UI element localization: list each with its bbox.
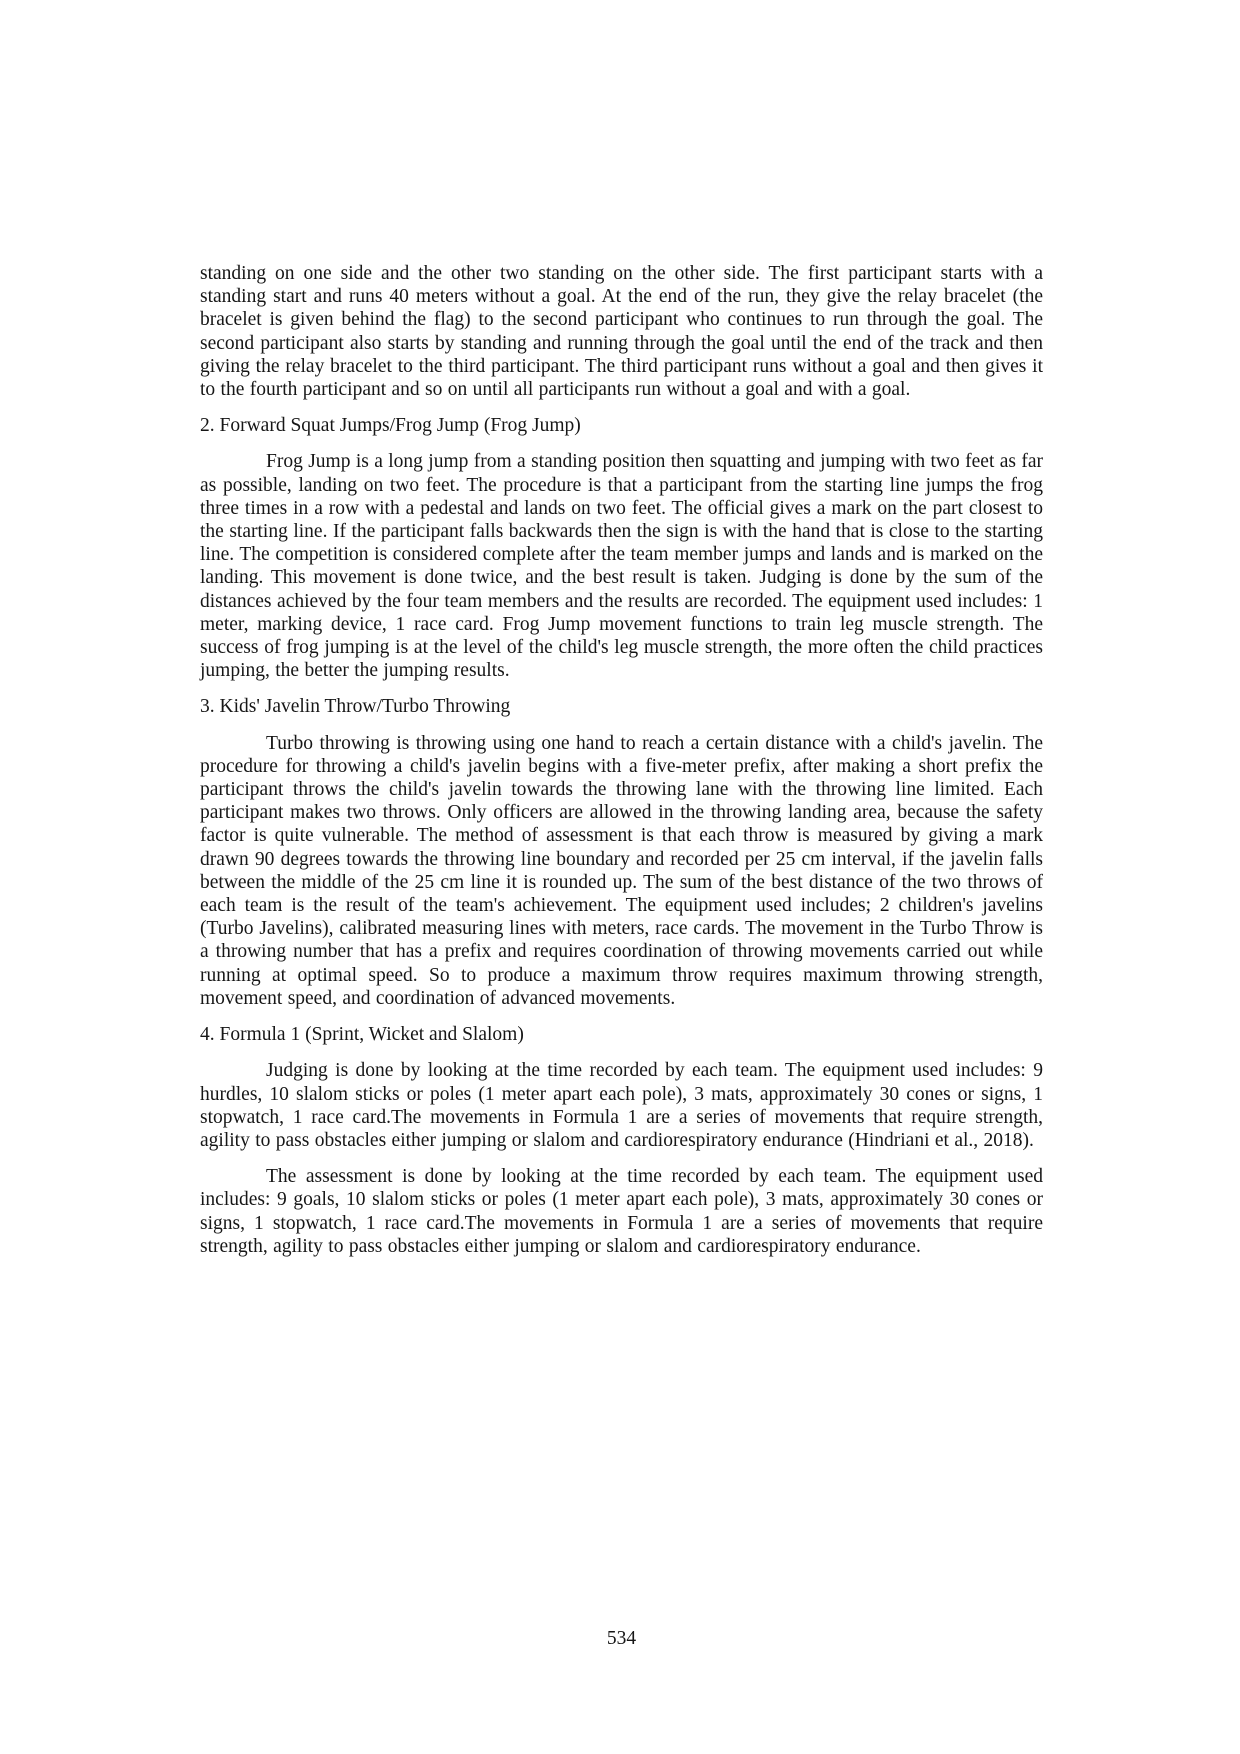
paragraph-relay-run-continuation: standing on one side and the other two standing on the other side. The first participant starts with a standing start and runs 40 meters without a goal. At the end of the run, they give the relay bracelet (the bracelet is given behind the flag) to the second participant who continues to run through the goal. The second participant also starts by standing and running through the goal until the end of the track and then giving the relay bracelet to the third participant. The third participant runs without a goal and then gives it to the fourth participant and so on until all participants run without a goal and with a goal. bbox=[200, 263, 1043, 401]
section-heading-javelin-throw: 3. Kids' Javelin Throw/Turbo Throwing bbox=[200, 696, 511, 718]
paragraph-formula-1-assessment: The assessment is done by looking at the time recorded by each team. The equipment used includes: 9 goals, 10 slalom sticks or poles (1 meter apart each pole), 3 mats, approximately 30 cones or signs, 1 stopwatch, 1 race card.The movements in Formula 1 are a series of movements that require strength, agility to pass obstacles either jumping or slalom and cardiorespiratory endurance. bbox=[200, 1166, 1043, 1257]
paragraph-turbo-throwing: Turbo throwing is throwing using one hand to reach a certain distance with a child's javelin. The procedure for throwing a child's javelin begins with a five-meter prefix, after making a short prefix the participant throws the child's javelin towards the throwing lane with the throwing line limited. Each participant makes two throws. Only officers are allowed in the throwing landing area, because the safety factor is quite vulnerable. The method of assessment is that each throw is measured by giving a mark drawn 90 degrees towards the throwing line boundary and recorded per 25 cm interval, if the javelin falls between the middle of the 25 cm line it is rounded up. The sum of the best distance of the two throws of each team is the result of the team's achievement. The equipment used includes; 2 children's javelins (Turbo Javelins), calibrated measuring lines with meters, race cards. The movement in the Turbo Throw is a throwing number that has a prefix and requires coordination of throwing movements carried out while running at optimal speed. So to produce a maximum throw requires maximum throwing strength, movement speed, and coordination of advanced movements. bbox=[200, 732, 1043, 1009]
section-heading-frog-jump: 2. Forward Squat Jumps/Frog Jump (Frog Jump) bbox=[200, 415, 581, 437]
paragraph-frog-jump: Frog Jump is a long jump from a standing position then squatting and jumping with two feet as far as possible, landing on two feet. The procedure is that a participant from the starting line jumps the frog three times in a row with a pedestal and lands on two feet. The official gives a mark on the part closest to the starting line. If the participant falls backwards then the sign is with the hand that is close to the starting line. The competition is considered complete after the team member jumps and lands and is marked on the landing. This movement is done twice, and the best result is taken. Judging is done by the sum of the distances achieved by the four team members and the results are recorded. The equipment used includes: 1 meter, marking device, 1 race card. Frog Jump movement functions to train leg muscle strength. The success of frog jumping is at the level of the child's leg muscle strength, the more often the child practices jumping, the better the jumping results. bbox=[200, 451, 1043, 682]
page-content bbox=[200, 262, 1043, 1271]
page-number: 534 bbox=[606, 1628, 637, 1649]
paragraph-formula-1-judging: Judging is done by looking at the time recorded by each team. The equipment used includes: 9 hurdles, 10 slalom sticks or poles (1 meter apart each pole), 3 mats, approximately 30 cones or signs, 1 stopwatch, 1 race card.The movements in Formula 1 are a series of movements that require strength, agility to pass obstacles either jumping or slalom and cardiorespiratory endurance (Hindriani et al., 2018). bbox=[200, 1060, 1043, 1151]
page-footer bbox=[200, 1627, 1043, 1650]
section-heading-formula-1: 4. Formula 1 (Sprint, Wicket and Slalom) bbox=[200, 1024, 524, 1046]
